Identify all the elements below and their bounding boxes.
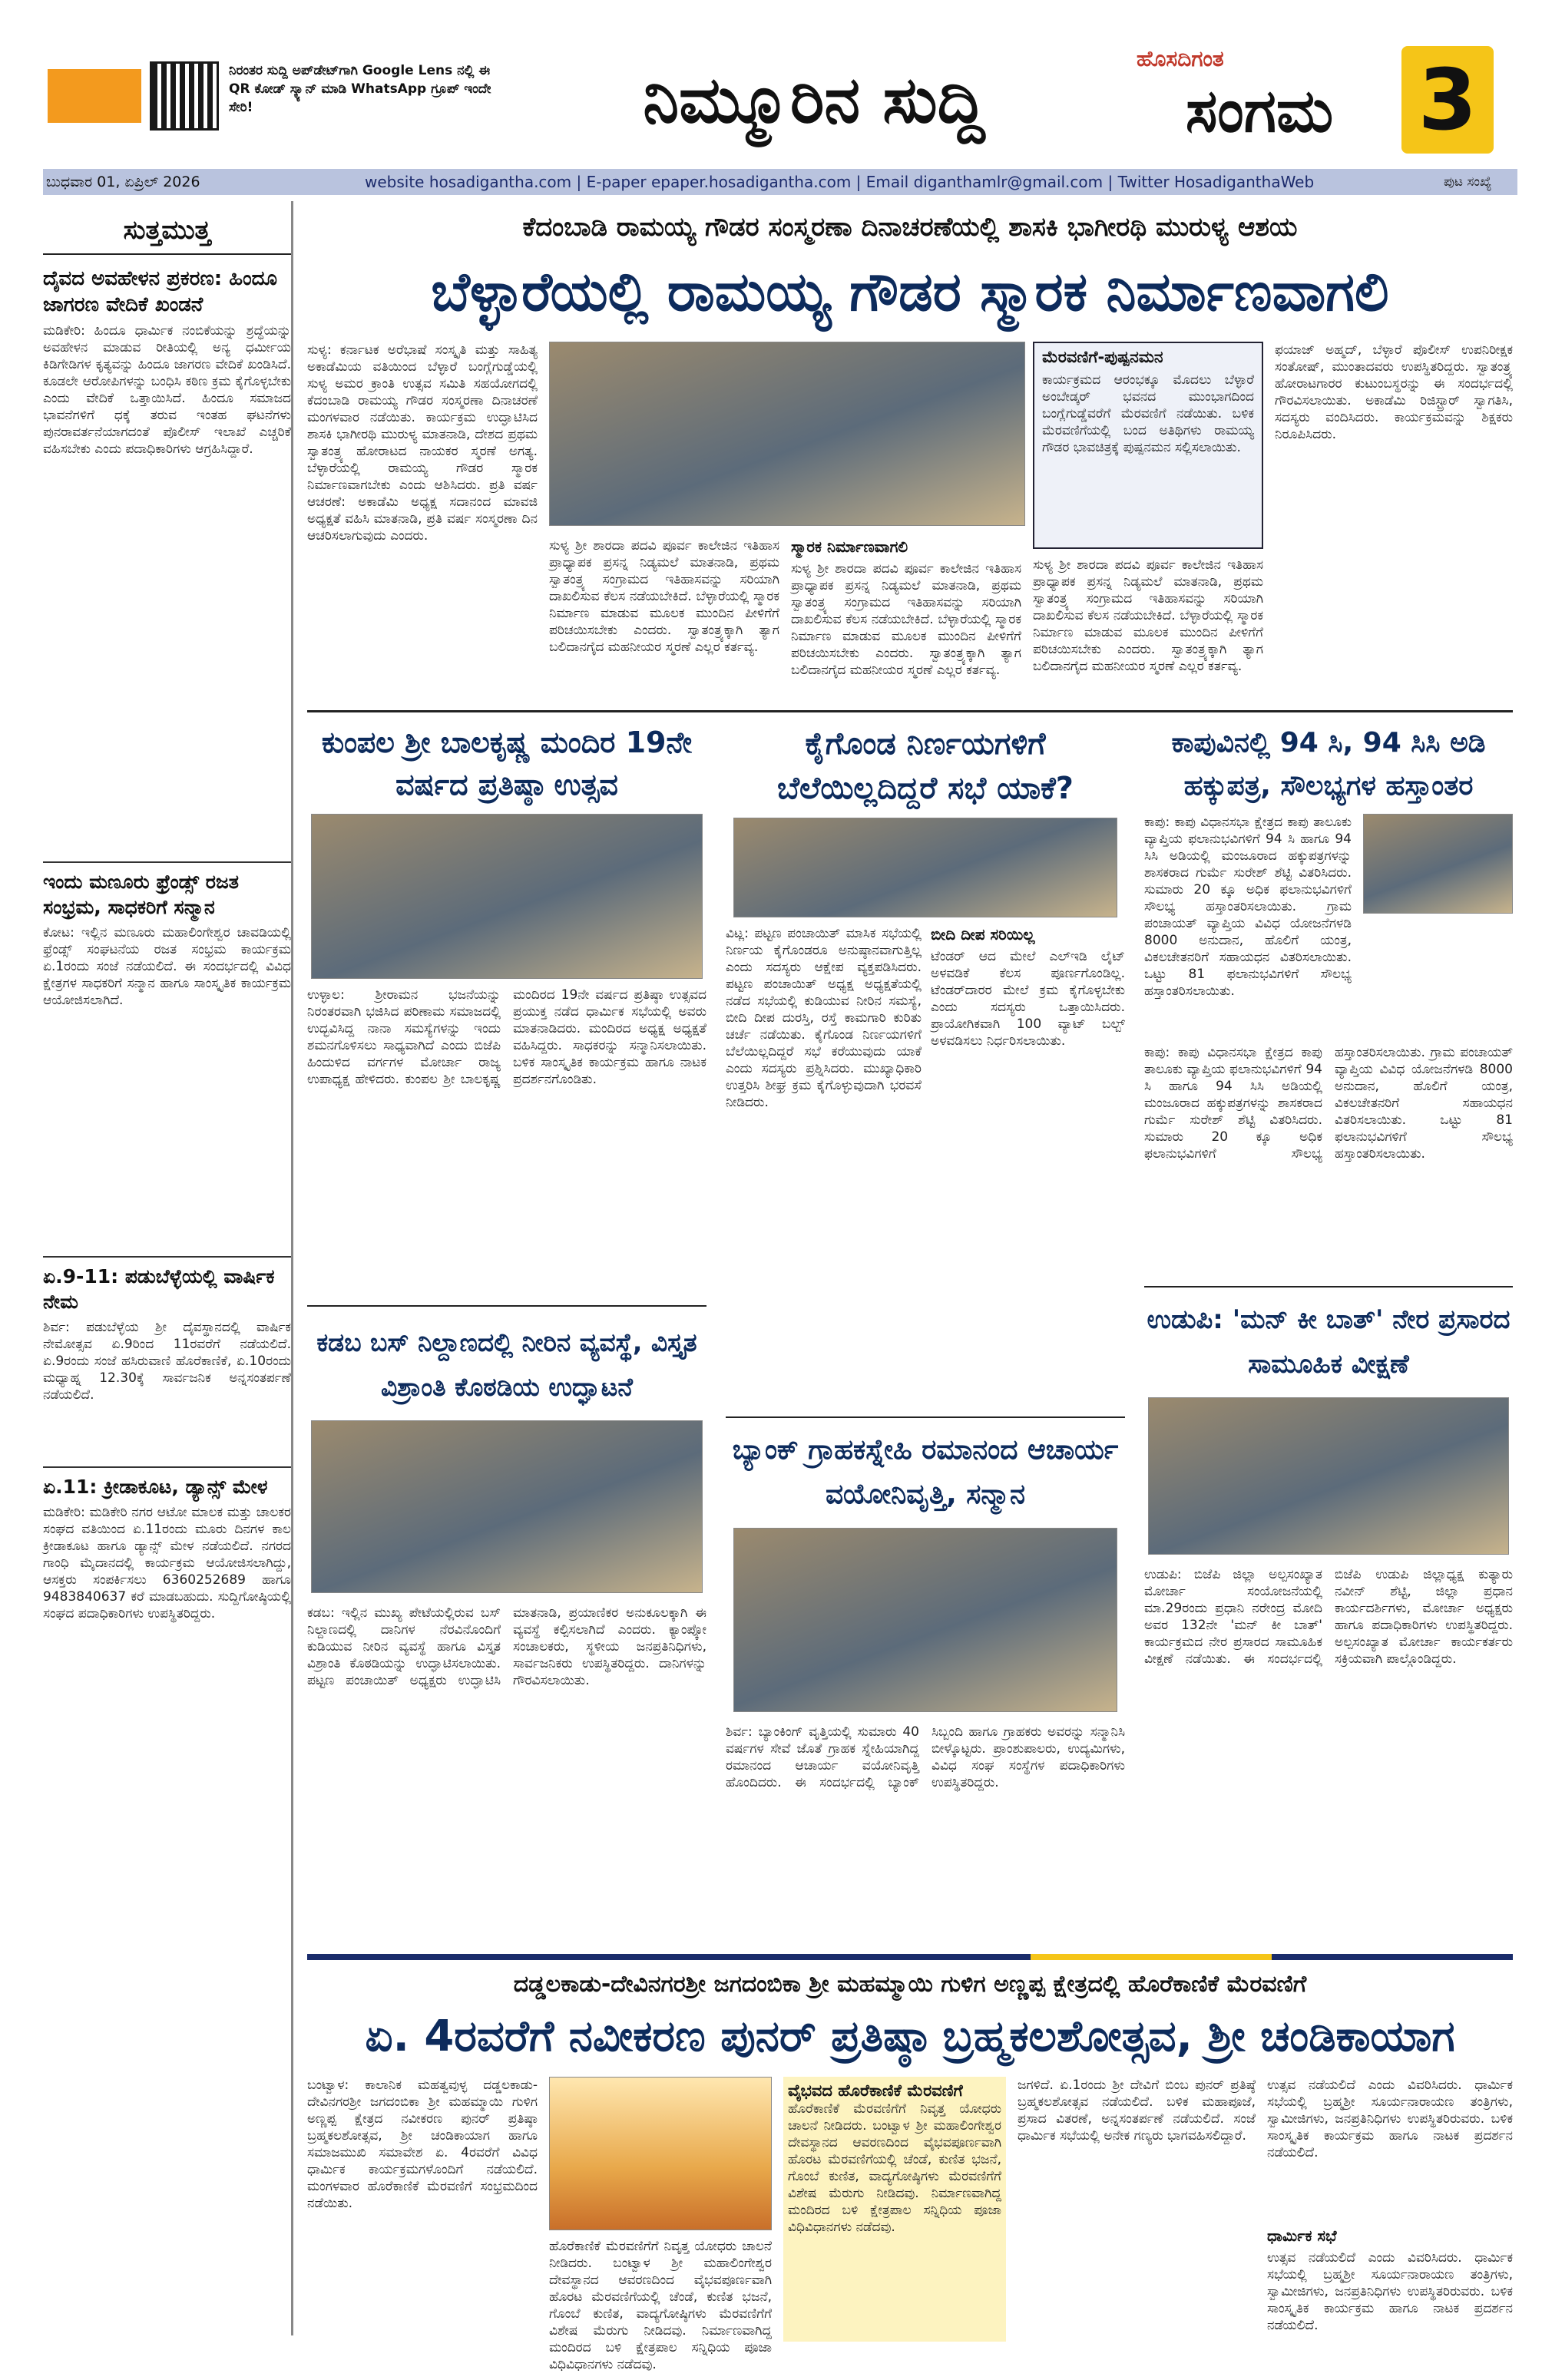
divider [307,1305,706,1307]
bank-body: ಶಿರ್ವ: ಬ್ಯಾಂಕಿಂಗ್ ವೃತ್ತಿಯಲ್ಲಿ ಸುಮಾರು 40 ವರ್ಷಗಳ ಸೇವೆ ಜೊತೆ ಗ್ರಾಹಕ ಸ್ನೇಹಿಯಾಗಿದ್ದ ರಮಾನಂದ ಆಚಾರ್ಯ ವಯೋನಿವೃತ್ತಿ ಹೊಂದಿದರು. ಈ ಸಂದರ್ಭದಲ್ಲಿ ಬ್ಯಾಂಕ್ ಸಿಬ್ಬಂದಿ ಹಾಗೂ ಗ್ರಾಹಕರು ಅವರನ್ನು ಸನ್ಮಾನಿಸಿ ಬೀಳ್ಕೊಟ್ಟರು. ಪ್ರಾಂಶುಪಾಲರು, ಉದ್ಯಮಿಗಳು, ವಿವಿಧ ಸಂಘ ಸಂಸ್ಥೆಗಳ ಪದಾಧಿಕಾರಿಗಳು ಉಪಸ್ಥಿತರಿದ್ದರು. [726,1724,1125,1790]
kai-sub-body: ಟೆಂಡರ್ ಆದ ಮೇಲೆ ಎಲ್‌ಇಡಿ ಲೈಟ್ ಅಳವಡಿಕೆ ಕೆಲಸ ಪೂರ್ಣಗೊಂಡಿಲ್ಲ. ಟೆಂಡರ್‌ದಾರರ ಮೇಲೆ ಕ್ರಮ ಕೈಗೊಳ್ಳಬೇಕು ಎಂದು ಸದಸ್ಯರು ಒತ್ತಾಯಿಸಿದರು. ಪ್ರಾಯೋಗಿಕವಾಗಿ 100 ವ್ಯಾಟ್ ಬಲ್ಬ್ ಅಳವಡಿಸಲು ನಿರ್ಧರಿಸಲಾಯಿತು. [931,949,1125,1049]
kumpala-headline: ಕುಂಪಲ ಶ್ರೀ ಬಾಲಕೃಷ್ಣ ಮಂದಿರ 19ನೇ ವರ್ಷದ ಪ್ರತಿಷ್ಠಾ ಉತ್ಸವ [321,726,693,802]
divider [726,1416,1125,1418]
sidebar-item-body: ಮಡಿಕೇರಿ: ಮಡಿಕೇರಿ ನಗರ ಆಟೋ ಮಾಲಕ ಮತ್ತು ಚಾಲಕರ ಸಂಘದ ವತಿಯಿಂದ ಏ.11ರಂದು ಮೂರು ದಿನಗಳ ಕಾಲ ಕ್ರೀಡಾಕೂಟ ಹಾಗೂ ಡ್ಯಾನ್ಸ್ ಮೇಳ ನಡೆಯಲಿದೆ. ನಗರದ ಗಾಂಧಿ ಮೈದಾನದಲ್ಲಿ ಕಾರ್ಯಕ್ರಮ ಆಯೋಜಿಸಲಾಗಿದ್ದು, ಆಸಕ್ತರು ಸಂಪರ್ಕಿಸಲು 6360252689 ಹಾಗೂ 9483840637 ಕರೆ ಮಾಡಬಹುದು. ಸುದ್ದಿಗೋಷ್ಠಿಯಲ್ಲಿ ಸಂಘದ ಪದಾಧಿಕಾರಿಗಳು ಉಪಸ್ಥಿತರಿದ್ದರು. [43,1505,291,1621]
masthead-orange-block [48,69,141,123]
page-label: ಪುಟ ಸಂಖ್ಯೆ [1444,174,1492,190]
sidebar-item-title: ಏ.9-11: ಪಡುಬೆಳ್ಳೆಯಲ್ಲಿ ವಾರ್ಷಿಕ ನೇಮ [43,1256,291,1314]
contact-links: website hosadigantha.com | E-paper epaper.hosadigantha.com | Email diganthamlr@gmail.com | Twitter HosadiganthaWeb [365,173,1315,191]
page-number: 3 [1418,51,1477,149]
bank-photo [733,1528,1117,1712]
bottom-body-far: ಉತ್ಸವ ನಡೆಯಲಿದೆ ಎಂದು ವಿವರಿಸಿದರು. ಧಾರ್ಮಿಕ ಸಭೆಯಲ್ಲಿ ಬ್ರಹ್ಮಶ್ರೀ ಸೂರ್ಯನಾರಾಯಣ ತಂತ್ರಿಗಳು, ಸ್ವಾಮೀಜಿಗಳು, ಜನಪ್ರತಿನಿಧಿಗಳು ಉಪಸ್ಥಿತರಿರುವರು. ಬಳಿಕ ಸಾಂಸ್ಕೃತಿಕ ಕಾರ್ಯಕ್ರಮ ಹಾಗೂ ನಾಟಕ ಪ್ರದರ್ಶನ ನಡೆಯಲಿದೆ. [1267,2078,1513,2160]
paper-logo: ಹೊಸದಿಗಂತ [1137,46,1224,71]
divider [307,710,1513,712]
kai-photo [733,818,1117,917]
lead-body-mid: ಸುಳ್ಯ ಶ್ರೀ ಶಾರದಾ ಪದವಿ ಪೂರ್ವ ಕಾಲೇಜಿನ ಇತಿಹಾಸ ಪ್ರಾಧ್ಯಾಪಕ ಪ್ರಸನ್ನ ನಿಡ್ಯಮಲೆ ಮಾತನಾಡಿ, ಪ್ರಥಮ ಸ್ವಾತಂತ್ರ್ಯ ಸಂಗ್ರಾಮದ ಇತಿಹಾಸವನ್ನು ಸರಿಯಾಗಿ ದಾಖಲಿಸುವ ಕೆಲಸ ನಡೆಯಬೇಕಿದೆ. ಬೆಳ್ಳಾರೆಯಲ್ಲಿ ಸ್ಮಾರಕ ನಿರ್ಮಾಣ ಮಾಡುವ ಮೂಲಕ ಮುಂದಿನ ಪೀಳಿಗೆಗೆ ಪರಿಚಯಿಸಬೇಕು ಎಂದರು. ಸ್ವಾತಂತ್ರ್ಯಕ್ಕಾಗಿ ತ್ಯಾಗ ಬಲಿದಾನಗೈದ ಮಹನೀಯರ ಸ್ಮರಣೆ ಎಲ್ಲರ ಕರ್ತವ್ಯ. [791,561,1021,678]
lead-box-title: ಮೆರವಣಿಗೆ-ಪುಷ್ಪನಮನ [1042,348,1163,366]
bottom-headline: ಏ. 4ರವರೆಗೆ ನವೀಕರಣ ಪುನರ್ ಪ್ರತಿಷ್ಠಾ ಬ್ರಹ್ಮಕಲಶೋತ್ಸವ, ಶ್ರೀ ಚಂಡಿಕಾಯಾಗ [365,2011,1455,2061]
sidebar-item-body: ಶಿರ್ವ: ಪಡುಬೆಳ್ಳೆಯ ಶ್ರೀ ದೈವಸ್ಥಾನದಲ್ಲಿ ವಾರ್ಷಿಕ ನೇಮೋತ್ಸವ ಏ.9ರಿಂದ 11ರವರೆಗೆ ನಡೆಯಲಿದೆ. ಏ.9ರಂದು ಸಂಜೆ ಹಸಿರುವಾಣಿ ಹೊರೆಕಾಣಿಕೆ, ಏ.10ರಂದು ಮಧ್ಯಾಹ್ನ 12.30ಕ್ಕೆ ಸಾರ್ವಜನಿಕ ಅನ್ನಸಂತರ್ಪಣೆ ನಡೆಯಲಿದೆ. [43,1320,291,1403]
sidebar-item-body: ಕೋಟ: ಇಲ್ಲಿನ ಮಣೂರು ಮಹಾಲಿಂಗೇಶ್ವರ ಚಾವಡಿಯಲ್ಲಿ ಫ್ರೆಂಡ್ಸ್ ಸಂಘಟನೆಯ ರಜತ ಸಂಭ್ರಮ ಕಾರ್ಯಕ್ರಮ ಏ.1ರಂದು ಸಂಜೆ ನಡೆಯಲಿದೆ. ಈ ಸಂದರ್ಭದಲ್ಲಿ ವಿವಿಧ ಕ್ಷೇತ್ರಗಳ ಸಾಧಕರಿಗೆ ಸನ್ಮಾನ ಹಾಗೂ ಸಾಂಸ್ಕೃತಿಕ ಕಾರ್ಯಕ್ರಮ ಆಯೋಜಿಸಲಾಗಿದೆ. [43,925,291,1008]
lead-box-body: ಕಾರ್ಯಕ್ರಮದ ಆರಂಭಕ್ಕೂ ಮೊದಲು ಬೆಳ್ಳಾರೆ ಅಂಬೇಡ್ಕರ್ ಭವನದ ಮುಂಭಾಗದಿಂದ ಬಂಗ್ಲೆಗುಡ್ಡೆವರೆಗೆ ಮೆರವಣಿಗೆ ನಡೆಯಿತು. ಬಳಿಕ ಮೆರವಣಿಗೆಯಲ್ಲಿ ಬಂದ ಅತಿಥಿಗಳು ರಾಮಯ್ಯ ಗೌಡರ ಭಾವಚಿತ್ರಕ್ಕೆ ಪುಷ್ಪನಮನ ಸಲ್ಲಿಸಲಾಯಿತು. [1042,372,1254,455]
bank-headline: ಬ್ಯಾಂಕ್ ಗ್ರಾಹಕಸ್ನೇಹಿ ರಮಾನಂದ ಆಚಾರ್ಯ ವಯೋನಿವೃತ್ತಿ, ಸನ್ಮಾನ [732,1434,1119,1510]
bottom-box-body: ಹೊರೆಕಾಣಿಕೆ ಮೆರವಣಿಗೆಗೆ ನಿವೃತ್ತ ಯೋಧರು ಚಾಲನೆ ನೀಡಿದರು. ಬಂಟ್ವಾಳ ಶ್ರೀ ಮಹಾಲಿಂಗೇಶ್ವರ ದೇವಸ್ಥಾನದ ಆವರಣದಿಂದ ವೈಭವಪೂರ್ಣವಾಗಿ ಹೊರಟ ಮೆರವಣಿಗೆಯಲ್ಲಿ ಚೆಂಡೆ, ಕುಣಿತ ಭಜನೆ, ಗೊಂಬೆ ಕುಣಿತ, ವಾದ್ಯಗೋಷ್ಠಿಗಳು ಮೆರವಣಿಗೆಗೆ ವಿಶೇಷ ಮೆರುಗು ನೀಡಿದವು. ನಿರ್ಮಾಣವಾಗಿದ್ದ ಮಂದಿರದ ಬಳಿ ಕ್ಷೇತ್ರಪಾಲ ಸನ್ನಿಧಿಯ ಪೂಜಾ ವಿಧಿವಿಧಾನಗಳು ನಡೆದವು. [788,2101,1001,2235]
kumpala-photo [311,814,703,979]
sidebar-item-title: ಏ.11: ಕ್ರೀಡಾಕೂಟ, ಡ್ಯಾನ್ಸ್ ಮೇಳ [43,1466,291,1499]
divider [1144,1286,1513,1288]
bottom-box-title: ವೈಭವದ ಹೊರೆಕಾಣಿಕೆ ಮೆರವಣಿಗೆ [788,2081,963,2100]
lead-body-left: ಸುಳ್ಯ: ಕರ್ನಾಟಕ ಅರೆಭಾಷೆ ಸಂಸ್ಕೃತಿ ಮತ್ತು ಸಾಹಿತ್ಯ ಅಕಾಡೆಮಿಯ ವತಿಯಿಂದ ಬೆಳ್ಳಾರೆ ಬಂಗ್ಲೆಗುಡ್ಡೆಯಲ್ಲಿ ಸುಳ್ಯ ಅಮರ ಕ್ರಾಂತಿ ಉತ್ಸವ ಸಮಿತಿ ಸಹಯೋಗದಲ್ಲಿ ಕೆದಂಬಾಡಿ ರಾಮಯ್ಯ ಗೌಡರ ಸಂಸ್ಮರಣಾ ದಿನಾಚರಣೆ ಮಂಗಳವಾರ ನಡೆಯಿತು. ಕಾರ್ಯಕ್ರಮ ಉದ್ಘಾಟಿಸಿದ ಶಾಸಕಿ ಭಾಗೀರಥಿ ಮುರುಳ್ಯ ಮಾತನಾಡಿ, ದೇಶದ ಪ್ರಥಮ ಸ್ವಾತಂತ್ರ್ಯ ಹೋರಾಟದ ನಾಯಕರ ಸ್ಮರಣೆ ಅಗತ್ಯ. ಬೆಳ್ಳಾರೆಯಲ್ಲಿ ರಾಮಯ್ಯ ಗೌಡರ ಸ್ಮಾರಕ ನಿರ್ಮಾಣವಾಗಬೇಕು ಎಂದು ಆಶಿಸಿದರು. ಪ್ರತಿ ವರ್ಷ ಆಚರಣೆ: ಅಕಾಡೆಮಿ ಅಧ್ಯಕ್ಷ ಸದಾನಂದ ಮಾವಜಿ ಅಧ್ಯಕ್ಷತೆ ವಹಿಸಿ ಮಾತನಾಡಿ, ಪ್ರತಿ ವರ್ಷ ಸಂಸ್ಮರಣಾ ದಿನ ಆಚರಿಸಲಾಗುವುದು ಎಂದರು. [307,342,538,544]
lead-body-right-a: ಸುಳ್ಯ ಶ್ರೀ ಶಾರದಾ ಪದವಿ ಪೂರ್ವ ಕಾಲೇಜಿನ ಇತಿಹಾಸ ಪ್ರಾಧ್ಯಾಪಕ ಪ್ರಸನ್ನ ನಿಡ್ಯಮಲೆ ಮಾತನಾಡಿ, ಪ್ರಥಮ ಸ್ವಾತಂತ್ರ್ಯ ಸಂಗ್ರಾಮದ ಇತಿಹಾಸವನ್ನು ಸರಿಯಾಗಿ ದಾಖಲಿಸುವ ಕೆಲಸ ನಡೆಯಬೇಕಿದೆ. ಬೆಳ್ಳಾರೆಯಲ್ಲಿ ಸ್ಮಾರಕ ನಿರ್ಮಾಣ ಮಾಡುವ ಮೂಲಕ ಮುಂದಿನ ಪೀಳಿಗೆಗೆ ಪರಿಚಯಿಸಬೇಕು ಎಂದರು. ಸ್ವಾತಂತ್ರ್ಯಕ್ಕಾಗಿ ತ್ಯಾಗ ಬಲಿದಾನಗೈದ ಮಹನೀಯರ ಸ್ಮರಣೆ ಎಲ್ಲರ ಕರ್ತವ್ಯ. [1033,557,1263,674]
kai-sub-title: ಬೀದಿ ದೀಪ ಸರಿಯಿಲ್ಲ [931,925,1035,944]
udupi-headline: ಉಡುಪಿ: 'ಮನ್ ಕೀ ಬಾತ್' ನೇರ ಪ್ರಸಾರದ ಸಾಮೂಹಿಕ ವೀಕ್ಷಣೆ [1147,1304,1511,1380]
bottom-body-far-b: ಉತ್ಸವ ನಡೆಯಲಿದೆ ಎಂದು ವಿವರಿಸಿದರು. ಧಾರ್ಮಿಕ ಸಭೆಯಲ್ಲಿ ಬ್ರಹ್ಮಶ್ರೀ ಸೂರ್ಯನಾರಾಯಣ ತಂತ್ರಿಗಳು, ಸ್ವಾಮೀಜಿಗಳು, ಜನಪ್ರತಿನಿಧಿಗಳು ಉಪಸ್ಥಿತರಿರುವರು. ಬಳಿಕ ಸಾಂಸ್ಕೃತಿಕ ಕಾರ್ಯಕ್ರಮ ಹಾಗೂ ನಾಟಕ ಪ್ರದರ್ಶನ ನಡೆಯಲಿದೆ. [1267,2250,1513,2333]
kapu-body: ಕಾಪು: ಕಾಪು ವಿಧಾನಸಭಾ ಕ್ಷೇತ್ರದ ಕಾಪು ತಾಲೂಕು ವ್ಯಾಪ್ತಿಯ ಫಲಾನುಭವಿಗಳಿಗೆ 94 ಸಿ ಹಾಗೂ 94 ಸಿಸಿ ಅಡಿಯಲ್ಲಿ ಮಂಜೂರಾದ ಹಕ್ಕುಪತ್ರಗಳನ್ನು ಶಾಸಕರಾದ ಗುರ್ಮೆ ಸುರೇಶ್ ಶೆಟ್ಟಿ ವಿತರಿಸಿದರು. ಸುಮಾರು 20 ಕ್ಕೂ ಅಧಿಕ ಫಲಾನುಭವಿಗಳಿಗೆ ಸೌಲಭ್ಯ ಹಸ್ತಾಂತರಿಸಲಾಯಿತು. ಗ್ರಾಮ ಪಂಚಾಯತ್ ವ್ಯಾಪ್ತಿಯ ವಿವಿಧ ಯೋಜನೆಗಳಡಿ 8000 ಅನುದಾನ, ಹೊಲಿಗೆ ಯಂತ್ರ, ವಿಕಲಚೇತನರಿಗೆ ಸಹಾಯಧನ ವಿತರಿಸಲಾಯಿತು. ಒಟ್ಟು 81 ಫಲಾನುಭವಿಗಳಿಗೆ ಸೌಲಭ್ಯ ಹಸ್ತಾಂತರಿಸಲಾಯಿತು. [1144,815,1352,999]
sidebar [43,201,293,2335]
bottom-body-right: ಜಗಳಿದೆ. ಏ.1ರಂದು ಶ್ರೀ ದೇವಿಗೆ ಬಿಂಬ ಪುನರ್ ಪ್ರತಿಷ್ಠೆ ಬ್ರಹ್ಮಕಲಶೋತ್ಸವ ನಡೆಯಲಿದೆ. ಬಳಿಕ ಮಹಾಪೂಜೆ, ಪ್ರಸಾದ ವಿತರಣೆ, ಅನ್ನಸಂತರ್ಪಣೆ ನಡೆಯಲಿದೆ. ಸಂಜೆ ಧಾರ್ಮಿಕ ಸಭೆಯಲ್ಲಿ ಅನೇಕ ಗಣ್ಯರು ಭಾಗವಹಿಸಲಿದ್ದಾರೆ. [1018,2078,1256,2144]
bottom-color-band [307,1954,1513,1960]
bottom-kicker: ದಡ್ಡಲಕಾಡು-ದೇವಿನಗರಶ್ರೀ ಜಗದಂಬಿಕಾ ಶ್ರೀ ಮಹಮ್ಮಾಯಿ ಗುಳಿಗ ಅಣ್ಣಪ್ಪ ಕ್ಷೇತ್ರದಲ್ಲಿ ಹೊರೆಕಾಣಿಕೆ ಮೆರವಣಿಗೆ [513,1971,1307,1998]
sidebar-item-title: ದೈವದ ಅವಹೇಳನ ಪ್ರಕರಣ: ಹಿಂದೂ ಜಾಗರಣ ವೇದಿಕೆ ಖಂಡನೆ [43,267,277,316]
sidebar-item-body: ಮಡಿಕೇರಿ: ಹಿಂದೂ ಧಾರ್ಮಿಕ ನಂಬಿಕೆಯನ್ನು ಶ್ರದ್ಧೆಯನ್ನು ಅವಹೇಳನ ಮಾಡುವ ರೀತಿಯಲ್ಲಿ ಅನ್ಯ ಧರ್ಮೀಯ ಕಿಡಿಗೇಡಿಗಳ ಕೃತ್ಯವನ್ನು ಹಿಂದೂ ಜಾಗರಣ ವೇದಿಕೆ ಖಂಡಿಸಿದೆ. ಕೂಡಲೇ ಆರೋಪಿಗಳನ್ನು ಬಂಧಿಸಿ ಕಠಿಣ ಕ್ರಮ ಕೈಗೊಳ್ಳಬೇಕು ಎಂದು ವೇದಿಕೆ ಒತ್ತಾಯಿಸಿದೆ. ಹಿಂದೂ ಸಮಾಜದ ಭಾವನೆಗಳಿಗೆ ಧಕ್ಕೆ ತರುವ ಇಂತಹ ಘಟನೆಗಳು ಪುನರಾವರ್ತನೆಯಾಗದಂತೆ ಪೊಲೀಸ್ ಇಲಾಖೆ ಎಚ್ಚರಿಕೆ ವಹಿಸಬೇಕು ಎಂದು ಪದಾಧಿಕಾರಿಗಳು ಆಗ್ರಹಿಸಿದ್ದಾರೆ. [43,323,291,457]
lead-photo [549,342,1025,526]
udupi-body: ಉಡುಪಿ: ಬಿಜೆಪಿ ಜಿಲ್ಲಾ ಅಲ್ಪಸಂಖ್ಯಾತ ಮೋರ್ಚಾ ಸಂಯೋಜನೆಯಲ್ಲಿ ಮಾ.29ರಂದು ಪ್ರಧಾನಿ ನರೇಂದ್ರ ಮೋದಿ ಅವರ 132ನೇ 'ಮನ್ ಕೀ ಬಾತ್' ಕಾರ್ಯಕ್ರಮದ ನೇರ ಪ್ರಸಾರದ ಸಾಮೂಹಿಕ ವೀಕ್ಷಣೆ ನಡೆಯಿತು. ಈ ಸಂದರ್ಭದಲ್ಲಿ ಬಿಜೆಪಿ ಉಡುಪಿ ಜಿಲ್ಲಾಧ್ಯಕ್ಷ ಕುತ್ಯಾರು ನವೀನ್ ಶೆಟ್ಟಿ, ಜಿಲ್ಲಾ ಪ್ರಧಾನ ಕಾರ್ಯದರ್ಶಿಗಳು, ಮೋರ್ಚಾ ಅಧ್ಯಕ್ಷರು ಹಾಗೂ ಪದಾಧಿಕಾರಿಗಳು ಉಪಸ್ಥಿತರಿದ್ದರು. ಅಲ್ಪಸಂಖ್ಯಾತ ಮೋರ್ಚಾ ಕಾರ್ಯಕರ್ತರು ಸಕ್ರಿಯವಾಗಿ ಪಾಲ್ಗೊಂಡಿದ್ದರು. [1144,1567,1513,1667]
qr-note: ನಿರಂತರ ಸುದ್ದಿ ಅಪ್‌ಡೇಟ್‌ಗಾಗಿ Google Lens ನಲ್ಲಿ ಈ QR ಕೋಡ್ ಸ್ಕ್ಯಾನ್ ಮಾಡಿ WhatsApp ಗ್ರೂಪ್ ಇಂದೇ ಸೇರಿ! [229,63,491,115]
kadaba-photo [311,1420,703,1593]
kapu-photo [1363,814,1513,914]
kumpala-body: ಉಳ್ಳಾಲ: ಶ್ರೀರಾಮನ ಭಜನೆಯನ್ನು ನಿರಂತರವಾಗಿ ಭಜಿಸಿದ ಪರಿಣಾಮ ಸಮಾಜದಲ್ಲಿ ಉದ್ಭವಿಸಿದ್ದ ನಾನಾ ಸಮಸ್ಯೆಗಳನ್ನು ಇಂದು ಶಮನಗೊಳಿಸಲು ಸಾಧ್ಯವಾಗಿದೆ ಎಂದು ಬಿಜೆಪಿ ಹಿಂದುಳಿದ ವರ್ಗಗಳ ಮೋರ್ಚಾ ರಾಜ್ಯ ಉಪಾಧ್ಯಕ್ಷ ಹೇಳಿದರು. ಕುಂಪಲ ಶ್ರೀ ಬಾಲಕೃಷ್ಣ ಮಂದಿರದ 19ನೇ ವರ್ಷದ ಪ್ರತಿಷ್ಠಾ ಉತ್ಸವದ ಪ್ರಯುಕ್ತ ನಡೆದ ಧಾರ್ಮಿಕ ಸಭೆಯಲ್ಲಿ ಅವರು ಮಾತನಾಡಿದರು. ಮಂದಿರದ ಅಧ್ಯಕ್ಷ ಅಧ್ಯಕ್ಷತೆ ವಹಿಸಿದ್ದರು. ಸಾಧಕರನ್ನು ಸನ್ಮಾನಿಸಲಾಯಿತು. ಬಳಿಕ ಸಾಂಸ್ಕೃತಿಕ ಕಾರ್ಯಕ್ರಮ ಹಾಗೂ ನಾಟಕ ಪ್ರದರ್ಶನಗೊಂಡಿತು. [307,987,706,1087]
temple-photo [549,2077,772,2230]
lead-sub-title: ಸ್ಮಾರಕ ನಿರ್ಮಾಣವಾಗಲಿ [791,537,908,556]
lead-body-right: ಫಯಾಜ್ ಅಹ್ಮದ್, ಬೆಳ್ಳಾರೆ ಪೊಲೀಸ್ ಉಪನಿರೀಕ್ಷಕ ಸಂತೋಷ್, ಮುಂತಾದವರು ಉಪಸ್ಥಿತರಿದ್ದರು. ಸ್ವಾತಂತ್ರ್ಯ ಹೋರಾಟಗಾರರ ಕುಟುಂಬಸ್ಥರನ್ನು ಈ ಸಂದರ್ಭದಲ್ಲಿ ಗೌರವಿಸಲಾಯಿತು. ಅಕಾಡೆಮಿ ರಿಜಿಸ್ಟ್ರಾರ್ ಸ್ವಾಗತಿಸಿ, ಸದಸ್ಯರು ವಂದಿಸಿದರು. ಕಾರ್ಯಕ್ರಮವನ್ನು ಶಿಕ್ಷಕರು ನಿರೂಪಿಸಿದರು. [1275,342,1513,442]
lead-kicker: ಕೆದಂಬಾಡಿ ರಾಮಯ್ಯ ಗೌಡರ ಸಂಸ್ಮರಣಾ ದಿನಾಚರಣೆಯಲ್ಲಿ ಶಾಸಕಿ ಭಾಗೀರಥಿ ಮುರುಳ್ಯ ಆಶಯ [522,212,1298,243]
kapu-headline: ಕಾಪುವಿನಲ್ಲಿ 94 ಸಿ, 94 ಸಿಸಿ ಅಡಿ ಹಕ್ಕುಪತ್ರ, ಸೌಲಭ್ಯಗಳ ಹಸ್ತಾಂತರ [1171,727,1486,802]
kadaba-body: ಕಡಬ: ಇಲ್ಲಿನ ಮುಖ್ಯ ಪೇಟೆಯಲ್ಲಿರುವ ಬಸ್ ನಿಲ್ದಾಣದಲ್ಲಿ ದಾನಿಗಳ ನೆರವಿನೊಂದಿಗೆ ಕುಡಿಯುವ ನೀರಿನ ವ್ಯವಸ್ಥೆ ಹಾಗೂ ವಿಸ್ತೃತ ವಿಶ್ರಾಂತಿ ಕೊಠಡಿಯನ್ನು ಉದ್ಘಾಟಿಸಲಾಯಿತು. ಪಟ್ಟಣ ಪಂಚಾಯಿತ್ ಅಧ್ಯಕ್ಷರು ಉದ್ಘಾಟಿಸಿ ಮಾತನಾಡಿ, ಪ್ರಯಾಣಿಕರ ಅನುಕೂಲಕ್ಕಾಗಿ ಈ ವ್ಯವಸ್ಥೆ ಕಲ್ಪಿಸಲಾಗಿದೆ ಎಂದರು. ಕ್ಯಾಂಪ್ಕೋ ಸಂಚಾಲಕರು, ಸ್ಥಳೀಯ ಜನಪ್ರತಿನಿಧಿಗಳು, ಸಾರ್ವಜನಿಕರು ಉಪಸ್ಥಿತರಿದ್ದರು. ದಾನಿಗಳನ್ನು ಗೌರವಿಸಲಾಯಿತು. [307,1605,706,1688]
qr-code [150,61,219,131]
bottom-body-left: ಬಂಟ್ವಾಳ: ಕಾಲಾನಿಕ ಮಹತ್ವವುಳ್ಳ ದಡ್ಡಲಕಾಡು-ದೇವಿನಗರಶ್ರೀ ಜಗದಂಬಿಕಾ ಶ್ರೀ ಮಹಮ್ಮಾಯಿ ಗುಳಿಗ ಅಣ್ಣಪ್ಪ ಕ್ಷೇತ್ರದ ನವೀಕರಣ ಪುನರ್ ಪ್ರತಿಷ್ಠಾ ಬ್ರಹ್ಮಕಲಶೋತ್ಸವ, ಶ್ರೀ ಚಂಡಿಕಾಯಾಗ ಹಾಗೂ ಸಮಾಜಮುಖಿ ಸಮಾವೇಶ ಏ. 4ರವರೆಗೆ ವಿವಿಧ ಧಾರ್ಮಿಕ ಕಾರ್ಯಕ್ರಮಗಳೊಂದಿಗೆ ನಡೆಯಲಿದೆ. ಮಂಗಳವಾರ ಹೊರೆಕಾಣಿಕೆ ಮೆರವಣಿಗೆ ಸಂಭ್ರಮದಿಂದ ನಡೆಯಿತು. [307,2078,538,2211]
page-number-badge [1401,46,1494,154]
kadaba-headline: ಕಡಬ ಬಸ್ ನಿಲ್ದಾಣದಲ್ಲಿ ನೀರಿನ ವ್ಯವಸ್ಥೆ, ವಿಸ್ತೃತ ವಿಶ್ರಾಂತಿ ಕೊಠಡಿಯ ಉದ್ಘಾಟನೆ [316,1327,697,1402]
masthead-title: ನಿಮ್ಮೂರಿನ ಸುದ್ದಿ [643,61,985,137]
kapu-body-continued: ಕಾಪು: ಕಾಪು ವಿಧಾನಸಭಾ ಕ್ಷೇತ್ರದ ಕಾಪು ತಾಲೂಕು ವ್ಯಾಪ್ತಿಯ ಫಲಾನುಭವಿಗಳಿಗೆ 94 ಸಿ ಹಾಗೂ 94 ಸಿಸಿ ಅಡಿಯಲ್ಲಿ ಮಂಜೂರಾದ ಹಕ್ಕುಪತ್ರಗಳನ್ನು ಶಾಸಕರಾದ ಗುರ್ಮೆ ಸುರೇಶ್ ಶೆಟ್ಟಿ ವಿತರಿಸಿದರು. ಸುಮಾರು 20 ಕ್ಕೂ ಅಧಿಕ ಫಲಾನುಭವಿಗಳಿಗೆ ಸೌಲಭ್ಯ ಹಸ್ತಾಂತರಿಸಲಾಯಿತು. ಗ್ರಾಮ ಪಂಚಾಯತ್ ವ್ಯಾಪ್ತಿಯ ವಿವಿಧ ಯೋಜನೆಗಳಡಿ 8000 ಅನುದಾನ, ಹೊಲಿಗೆ ಯಂತ್ರ, ವಿಕಲಚೇತನರಿಗೆ ಸಹಾಯಧನ ವಿತರಿಸಲಾಯಿತು. ಒಟ್ಟು 81 ಫಲಾನುಭವಿಗಳಿಗೆ ಸೌಲಭ್ಯ ಹಸ್ತಾಂತರಿಸಲಾಯಿತು. [1144,1045,1513,1162]
section-title: ಸಂಗಮ [1185,77,1334,146]
udupi-photo [1148,1397,1509,1555]
kai-body: ವಿಟ್ಲ: ಪಟ್ಟಣ ಪಂಚಾಯಿತ್ ಮಾಸಿಕ ಸಭೆಯಲ್ಲಿ ನಿರ್ಣಯ ಕೈಗೊಂಡರೂ ಅನುಷ್ಠಾನವಾಗುತ್ತಿಲ್ಲ ಎಂದು ಸದಸ್ಯರು ಆಕ್ಷೇಪ ವ್ಯಕ್ತಪಡಿಸಿದರು. ಪಟ್ಟಣ ಪಂಚಾಯಿತ್ ಅಧ್ಯಕ್ಷ ಅಧ್ಯಕ್ಷತೆಯಲ್ಲಿ ನಡೆದ ಸಭೆಯಲ್ಲಿ ಕುಡಿಯುವ ನೀರಿನ ಸಮಸ್ಯೆ, ಬೀದಿ ದೀಪ ದುರಸ್ತಿ, ರಸ್ತೆ ಕಾಮಗಾರಿ ಕುರಿತು ಚರ್ಚೆ ನಡೆಯಿತು. ಕೈಗೊಂಡ ನಿರ್ಣಯಗಳಿಗೆ ಬೆಲೆಯಿಲ್ಲದಿದ್ದರೆ ಸಭೆ ಕರೆಯುವುದು ಯಾಕೆ ಎಂದು ಸದಸ್ಯರು ಪ್ರಶ್ನಿಸಿದರು. ಮುಖ್ಯಾಧಿಕಾರಿ ಉತ್ತರಿಸಿ ಶೀಘ್ರ ಕ್ರಮ ಕೈಗೊಳ್ಳುವುದಾಗಿ ಭರವಸೆ ನೀಡಿದರು. [726,926,922,1110]
lead-box [1033,342,1263,549]
sidebar-item-title: ಇಂದು ಮಣೂರು ಫ್ರೆಂಡ್ಸ್ ರಜತ ಸಂಭ್ರಮ, ಸಾಧಕರಿಗೆ ಸನ್ಮಾನ [43,861,291,920]
bottom-sub-title: ಧಾರ್ಮಿಕ ಸಭೆ [1267,2226,1337,2245]
lead-body-continued: ಸುಳ್ಯ ಶ್ರೀ ಶಾರದಾ ಪದವಿ ಪೂರ್ವ ಕಾಲೇಜಿನ ಇತಿಹಾಸ ಪ್ರಾಧ್ಯಾಪಕ ಪ್ರಸನ್ನ ನಿಡ್ಯಮಲೆ ಮಾತನಾಡಿ, ಪ್ರಥಮ ಸ್ವಾತಂತ್ರ್ಯ ಸಂಗ್ರಾಮದ ಇತಿಹಾಸವನ್ನು ಸರಿಯಾಗಿ ದಾಖಲಿಸುವ ಕೆಲಸ ನಡೆಯಬೇಕಿದೆ. ಬೆಳ್ಳಾರೆಯಲ್ಲಿ ಸ್ಮಾರಕ ನಿರ್ಮಾಣ ಮಾಡುವ ಮೂಲಕ ಮುಂದಿನ ಪೀಳಿಗೆಗೆ ಪರಿಚಯಿಸಬೇಕು ಎಂದರು. ಸ್ವಾತಂತ್ರ್ಯಕ್ಕಾಗಿ ತ್ಯಾಗ ಬಲಿದಾನಗೈದ ಮಹನೀಯರ ಸ್ಮರಣೆ ಎಲ್ಲರ ಕರ್ತವ್ಯ. [549,538,779,655]
bottom-body-mid-a: ಹೊರೆಕಾಣಿಕೆ ಮೆರವಣಿಗೆಗೆ ನಿವೃತ್ತ ಯೋಧರು ಚಾಲನೆ ನೀಡಿದರು. ಬಂಟ್ವಾಳ ಶ್ರೀ ಮಹಾಲಿಂಗೇಶ್ವರ ದೇವಸ್ಥಾನದ ಆವರಣದಿಂದ ವೈಭವಪೂರ್ಣವಾಗಿ ಹೊರಟ ಮೆರವಣಿಗೆಯಲ್ಲಿ ಚೆಂಡೆ, ಕುಣಿತ ಭಜನೆ, ಗೊಂಬೆ ಕುಣಿತ, ವಾದ್ಯಗೋಷ್ಠಿಗಳು ಮೆರವಣಿಗೆಗೆ ವಿಶೇಷ ಮೆರುಗು ನೀಡಿದವು. ನಿರ್ಮಾಣವಾಗಿದ್ದ ಮಂದಿರದ ಬಳಿ ಕ್ಷೇತ್ರಪಾಲ ಸನ್ನಿಧಿಯ ಪೂಜಾ ವಿಧಿವಿಧಾನಗಳು ನಡೆದವು. [549,2239,772,2372]
bottom-box [783,2077,1006,2342]
kai-headline: ಕೈಗೊಂಡ ನಿರ್ಣಯಗಳಿಗೆ ಬೆಲೆಯಿಲ್ಲದಿದ್ದರೆ ಸಭೆ ಯಾಕೆ? [777,726,1074,806]
sidebar-header: ಸುತ್ತಮುತ್ತ [43,201,291,255]
issue-date: ಬುಧವಾರ 01, ಏಪ್ರಿಲ್ 2026 [46,174,200,190]
lead-headline: ಬೆಳ್ಳಾರೆಯಲ್ಲಿ ರಾಮಯ್ಯ ಗೌಡರ ಸ್ಮಾರಕ ನಿರ್ಮಾಣವಾಗಲಿ [431,260,1389,323]
